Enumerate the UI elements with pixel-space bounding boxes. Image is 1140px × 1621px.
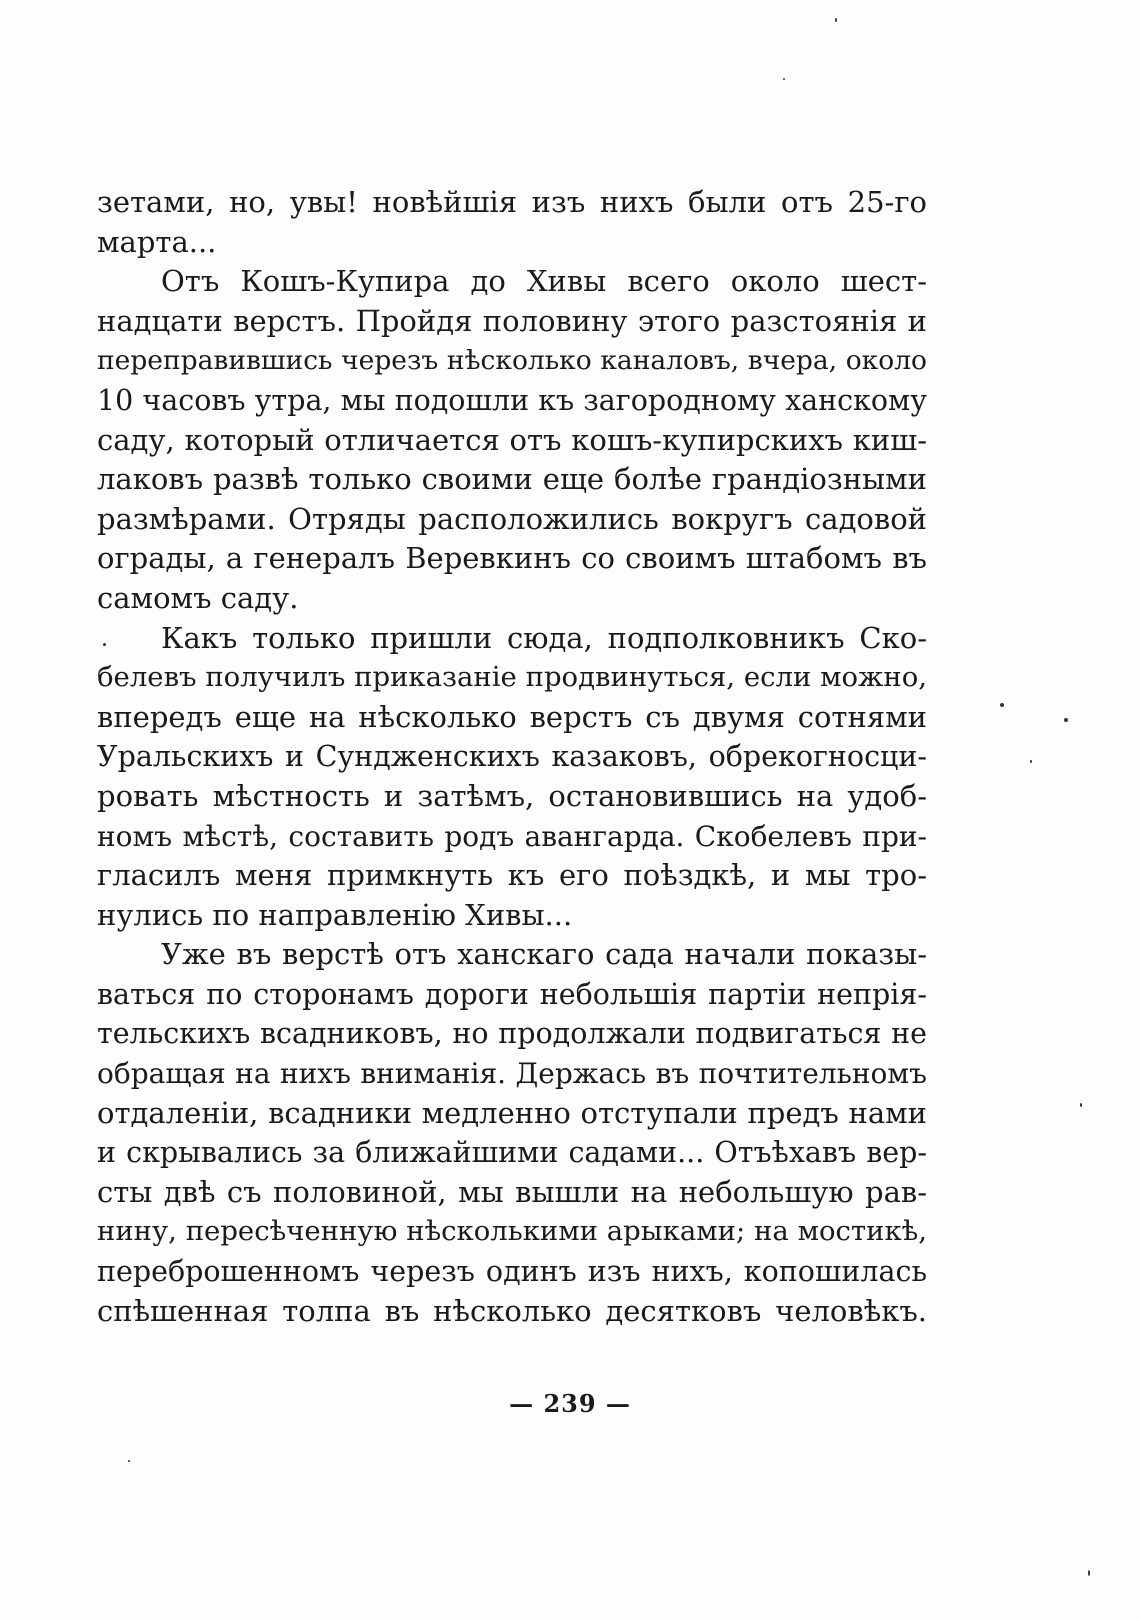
text-line: Отъ Кошъ-Купира до Хивы всего около шест-: [161, 264, 927, 299]
text-line: тельскихъ всадниковъ, но продолжали подвигаться не: [97, 1017, 927, 1051]
text-line: белевъ получилъ приказаніе продвинуться, если можно,: [97, 661, 927, 694]
scan-speck: [783, 78, 785, 80]
scan-speck: [128, 1460, 130, 1462]
text-line: сты двѣ съ половиной, мы вышли на небольшую рав-: [97, 1174, 927, 1209]
text-line: 10 часовъ утра, мы подошли къ загородному ханскому: [97, 383, 927, 417]
text-line: Какъ только пришли сюда, подполковникъ Ско-: [161, 620, 927, 655]
text-line: самомъ саду.: [97, 580, 299, 615]
text-line: номъ мѣстѣ, составить родъ авангарда. Скобелевъ при-: [97, 819, 927, 853]
text-line: ровать мѣстность и затѣмъ, остановившись на удоб-: [97, 778, 927, 813]
scan-speck: [1064, 718, 1068, 722]
text-line: размѣрами. Отряды расположились вокругъ садовой: [97, 501, 927, 536]
text-line: гласилъ меня примкнуть къ его поѣздкѣ, и мы тро-: [97, 858, 927, 893]
text-line: нулись по направленію Хивы...: [97, 897, 573, 932]
scan-speck: [1088, 1570, 1090, 1576]
text-line: зетами, но, увы! новѣйшія изъ нихъ были отъ 25-го: [97, 185, 927, 219]
text-line: отдаленіи, всадники медленно отступали предъ нами: [97, 1095, 927, 1130]
text-line: переправившись черезъ нѣсколько каналовъ, вчера, около: [97, 345, 927, 377]
text-line: обращая на нихъ вниманія. Держась въ почтительномъ: [97, 1057, 927, 1091]
page-number: — 239 —: [509, 1389, 631, 1418]
text-line: ваться по сторонамъ дороги небольшія партіи непрія-: [97, 977, 927, 1011]
text-line: Уже въ верстѣ отъ ханскаго сада начали показы-: [161, 937, 927, 972]
scan-speck: [835, 18, 837, 22]
text-line: марта...: [97, 224, 217, 259]
text-line: ограды, а генералъ Веревкинъ со своимъ штабомъ въ: [97, 541, 927, 576]
scan-speck: [103, 643, 106, 646]
text-line: саду, который отличается отъ кошъ-купирскихъ киш-: [97, 422, 927, 457]
text-line: впередъ еще на нѣсколько верстъ съ двумя сотнями: [97, 699, 927, 734]
body-text: [97, 183, 927, 1331]
text-line: надцати верстъ. Пройдя половину этого разстоянія и: [97, 303, 927, 338]
scan-speck: [1000, 703, 1004, 707]
text-line: лаковъ развѣ только своими еще болѣе грандіозными: [97, 462, 927, 497]
text-line: и скрывались за ближайшими садами... Отъѣхавъ вер-: [97, 1136, 927, 1170]
text-line: спѣшенная толпа въ нѣсколько десятковъ человѣкъ.: [97, 1293, 927, 1328]
text-line: нину, пересѣченную нѣсколькими арыками; на мостикѣ,: [97, 1215, 927, 1248]
scan-speck: [1030, 760, 1032, 763]
text-line: Уральскихъ и Сунджeнскихъ казаковъ, обрекогносци-: [97, 740, 927, 774]
scan-speck: [1080, 1103, 1082, 1107]
text-line: переброшенномъ черезъ одинъ изъ нихъ, копошилась: [97, 1255, 927, 1289]
